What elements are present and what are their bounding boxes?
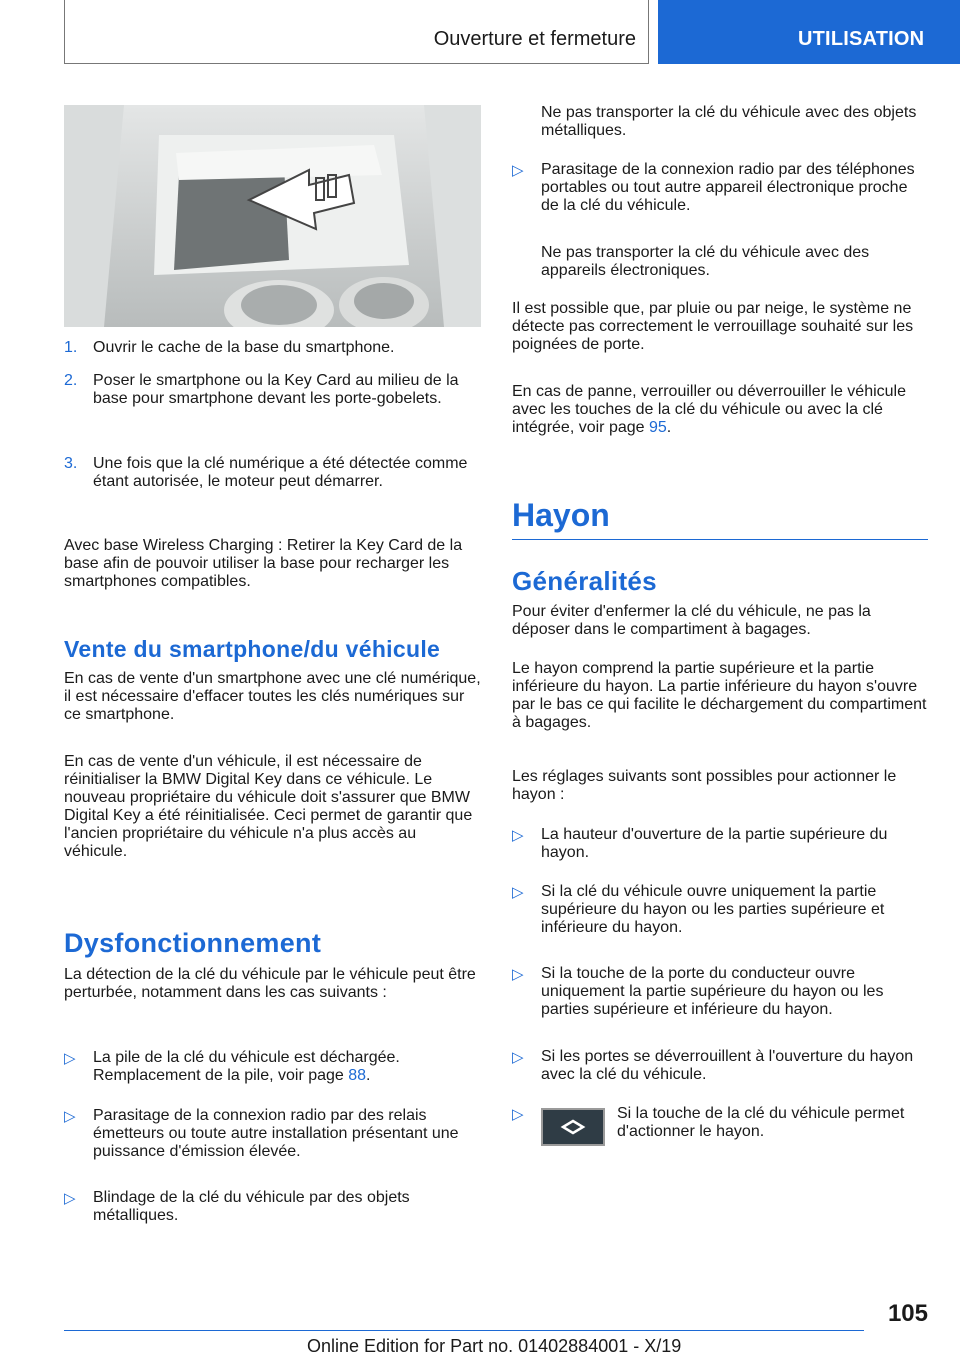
tab-utilisation[interactable]: UTILISATION (658, 0, 960, 64)
page-link[interactable]: 88 (348, 1067, 367, 1084)
step-text: Poser le smartphone ou la Key Card au milieu de la base pour smartphone devant les porte-gobelets. (93, 372, 459, 407)
paragraph: Le hayon comprend la partie supérieure et la partie inférieure du hayon. La partie inférieure du hayon s'ouvre par le bas ce qui facilite le déchargement du compartiment à bagages. (512, 660, 927, 731)
list-item (64, 1107, 481, 1161)
edition-text: Online Edition for Part no. 01402884001 - X/19 (307, 1336, 682, 1356)
tailgate-key-button-icon (541, 1108, 605, 1146)
page-number: 105 (887, 1300, 928, 1327)
bullet-text: Si la touche de la clé du véhicule permet d'actionner le hayon. (617, 1105, 905, 1140)
step-number: 2. (64, 372, 78, 389)
paragraph: Il est possible que, par pluie ou par neige, le système ne détecte pas correctement le verrouillage souhaité sur les poignées de porte. (512, 300, 914, 353)
vente-paragraph-2: En cas de vente d'un véhicule, il est nécessaire de réinitialiser la BMW Digital Key dans ce véhicule. Le nouveau propriétaire du véhicule doit s'assurer que BMW Digital Key a été réinitialisée. Ceci permet de garantir que l'ancien propriétaire du véhicule n'a plus accès au véhicule. (64, 753, 473, 860)
bullet-text: Parasitage de la connexion radio par des téléphones portables ou tout autre appareil électronique proche de la clé du véhicule. (541, 161, 915, 214)
bullet-text: La hauteur d'ouverture de la partie supérieure du hayon. (541, 826, 888, 861)
bullet-icon: ▷ (64, 1108, 76, 1125)
list-item (512, 883, 928, 937)
footer-rule (64, 1330, 864, 1331)
bullet-icon: ▷ (64, 1190, 76, 1207)
bullet-text: Si la clé du véhicule ouvre uniquement la partie supérieure du hayon ou les parties supérieure et inférieure du hayon. (541, 883, 885, 936)
list-item (64, 1049, 481, 1085)
dysfonctionnement-heading: Dysfonctionnement (64, 928, 322, 958)
paragraph: Pour éviter d'enfermer la clé du véhicule, ne pas la déposer dans le compartiment à bagages. (512, 603, 871, 638)
page-link[interactable]: 95 (648, 419, 667, 436)
step-text: Une fois que la clé numérique a été détectée comme étant autorisée, le moteur peut démarrer. (93, 455, 468, 490)
console-photo (64, 105, 481, 327)
bullet-icon: ▷ (512, 884, 524, 901)
list-item (512, 161, 928, 215)
wireless-paragraph: Avec base Wireless Charging : Retirer la Key Card de la base afin de pouvoir utiliser la base pour recharger les smartphones compatibles. (64, 537, 463, 590)
list-item (512, 826, 928, 862)
list-item (512, 1048, 928, 1084)
bullet-icon: ▷ (512, 162, 524, 179)
paragraph: Les réglages suivants sont possibles pour actionner le hayon : (512, 768, 897, 803)
section-title: Ouverture et fermeture (433, 28, 636, 50)
paragraph: En cas de panne, verrouiller ou déverrouiller le véhicule avec les touches de la clé du véhicule ou avec la clé intégrée, voir page (512, 383, 906, 436)
bullet-icon: ▷ (64, 1050, 76, 1067)
step-text: Ouvrir le cache de la base du smartphone. (93, 339, 395, 356)
vente-heading: Vente du smartphone/du véhicule (64, 636, 441, 662)
bullet-text: Blindage de la clé du véhicule par des objets métalliques. (93, 1189, 410, 1224)
generalites-heading: Généralités (512, 566, 657, 596)
bullet-icon: ▷ (512, 827, 524, 844)
bullet-icon: ▷ (512, 1106, 524, 1123)
step-number: 3. (64, 455, 78, 472)
punct: . (366, 1067, 371, 1084)
bullet-text: La pile de la clé du véhicule est déchargée. Remplacement de la pile, voir page (93, 1049, 400, 1084)
continuation-text: Ne pas transporter la clé du véhicule avec des objets métalliques. (541, 104, 917, 139)
header-section-box (64, 0, 649, 64)
list-item (512, 965, 928, 1019)
heading-rule (512, 539, 928, 540)
punct: . (666, 419, 672, 436)
step-item (64, 372, 481, 408)
step-item (64, 339, 481, 357)
hayon-heading: Hayon (512, 497, 610, 533)
bullet-icon: ▷ (512, 1049, 524, 1066)
bullet-icon: ▷ (512, 966, 524, 983)
bullet-text: Si les portes se déverrouillent à l'ouverture du hayon avec la clé du véhicule. (541, 1048, 914, 1083)
step-number: 1. (64, 339, 78, 356)
bullet-text: Parasitage de la connexion radio par des relais émetteurs ou toute autre installation présentant une puissance d'émission élevée. (93, 1107, 459, 1160)
continuation-text: Ne pas transporter la clé du véhicule avec des appareils électroniques. (541, 244, 870, 279)
bullet-text: Si la touche de la porte du conducteur ouvre uniquement la partie supérieure du hayon ou les parties supérieure et inférieure du hayon. (541, 965, 884, 1018)
list-item (64, 1189, 481, 1225)
vente-paragraph-1: En cas de vente d'un smartphone avec une clé numérique, il est nécessaire d'effacer toutes les clés numériques sur ce smartphone. (64, 670, 481, 723)
step-item (64, 455, 481, 491)
dys-paragraph: La détection de la clé du véhicule par le véhicule peut être perturbée, notamment dans les cas suivants : (64, 966, 476, 1001)
